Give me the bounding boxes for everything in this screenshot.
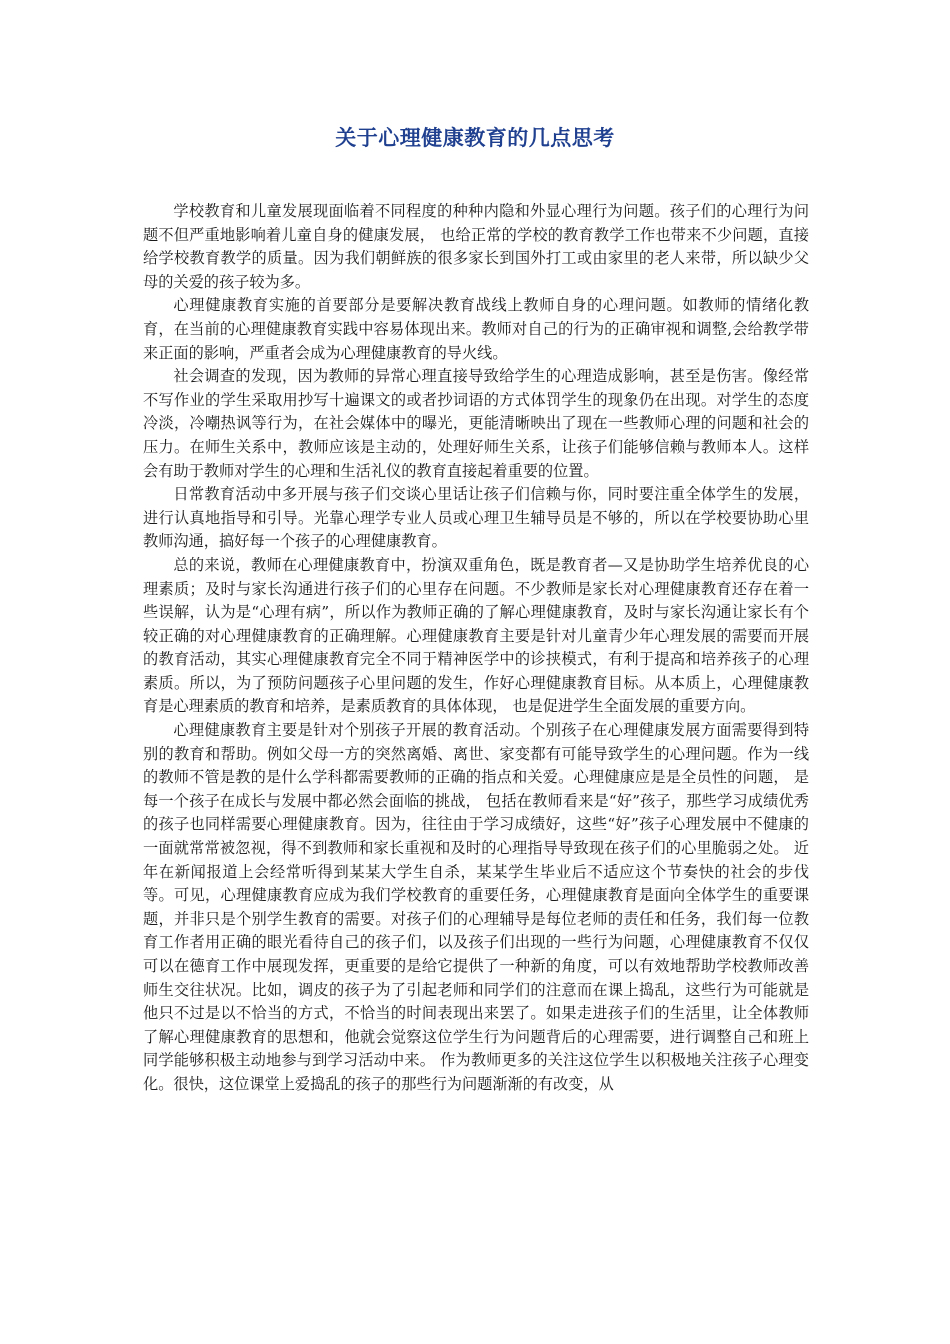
paragraph: 日常教育活动中多开展与孩子们交谈心里话让孩子们信赖与你，同时要注重全体学生的发展，进行认真地指导和引导。光靠心理学专业人员或心理卫生辅导员是不够的，所以在学校要协助心里教师沟通，搞好每一个孩子的心理健康教育。 xyxy=(143,485,809,551)
paragraph: 社会调查的发现，因为教师的异常心理直接导致给学生的心理造成影响，甚至是伤害。像经常不写作业的学生采取用抄写十遍课文的或者抄词语的方式体罚学生的现象仍在出现。对学生的态度冷淡，冷嘲热讽等行为，在社会媒体中的曝光，更能清晰映出了现在一些教师心理的问题和社会的压力。在师生关系中，教师应该是主动的，处理好师生关系，让孩子们能够信赖与教师本人。这样会有助于教师对学生的心理和生活礼仪的教育直接起着重要的位置。 xyxy=(143,367,809,480)
paragraph: 学校教育和儿童发展现面临着不同程度的种种内隐和外显心理行为问题。孩子们的心理行为问题不但严重地影响着儿童自身的健康发展， 也给正常的学校的教育教学工作也带来不少问题，直接给学校教育教学的质量。因为我们朝鲜族的很多家长到国外打工或由家里的老人来带，所以缺少父母的关爱的孩子较为多。 xyxy=(143,202,809,291)
paragraph: 心理健康教育主要是针对个别孩子开展的教育活动。个别孩子在心理健康发展方面需要得到特别的教育和帮助。例如父母一方的突然离婚、离世、家变都有可能导致学生的心理问题。作为一线的教师不管是教的是什么学科都需要教师的正确的指点和关爱。心理健康应是是全员性的问题， 是每一个孩子在成长与发展中都必然会面临的挑战， 包括在教师看来是“好”孩子，那些学习成绩优秀的孩子也同样需要心理健康教育。因为，往往由于学习成绩好，这些“好”孩子心理发展中不健康的一面就常常被忽视，得不到教师和家长重视和及时的心理指导导致现在孩子们的心里脆弱之处。 近年在新闻报道上会经常听得到某某大学生自杀，某某学生毕业后不适应这个节奏快的社会的步伐等。可见，心理健康教育应成为我们学校教育的重要任务，心理健康教育是面向全体学生的重要课题，并非只是个别学生教育的需要。对孩子们的心理辅导是每位老师的责任和任务，我们每一位教育工作者用正确的眼光看待自己的孩子们，以及孩子们出现的一些行为问题，心理健康教育不仅仅可以在德育工作中展现发挥，更重要的是给它提供了一种新的角度，可以有效地帮助学校教师改善师生交往状况。比如，调皮的孩子为了引起老师和同学们的注意而在课上捣乱，这些行为可能就是他只不过是以不恰当的方式，不恰当的时间表现出来罢了。如果走进孩子们的生活里，让全体教师了解心理健康教育的思想和，他就会觉察这位学生行为问题背后的心理需要，进行调整自己和班上同学能够积极主动地参与到学习活动中来。 作为教师更多的关注这位学生以积极地关注孩子心理变化。很快，这位课堂上爱捣乱的孩子的那些行为问题渐渐的有改变，从 xyxy=(143,721,809,1093)
paragraph: 心理健康教育实施的首要部分是要解决教育战线上教师自身的心理问题。如教师的情绪化教育，在当前的心理健康教育实践中容易体现出来。教师对自己的行为的正确审视和调整,会给教学带来正面的影响，严重者会成为心理健康教育的导火线。 xyxy=(143,296,809,362)
document-body xyxy=(143,200,809,1097)
document-title: 关于心理健康教育的几点思考 xyxy=(335,125,615,150)
paragraph: 总的来说，教师在心理健康教育中，扮演双重角色，既是教育者—又是协助学生培养优良的心理素质；及时与家长沟通进行孩子们的心里存在问题。不少教师是家长对心理健康教育还存在着一些误解，认为是“心理有病”，所以作为教师正确的了解心理健康教育，及时与家长沟通让家长有个较正确的对心理健康教育的正确理解。心理健康教育主要是针对儿童青少年心理发展的需要而开展的教育活动，其实心理健康教育完全不同于精神医学中的诊挟模式，有利于提高和培养孩子的心理素质。所以，为了预防问题孩子心里问题的发生，作好心理健康教育目标。从本质上，心理健康教育是心理素质的教育和培养，是素质教育的具体体现， 也是促进学生全面发展的重要方向。 xyxy=(143,555,809,716)
